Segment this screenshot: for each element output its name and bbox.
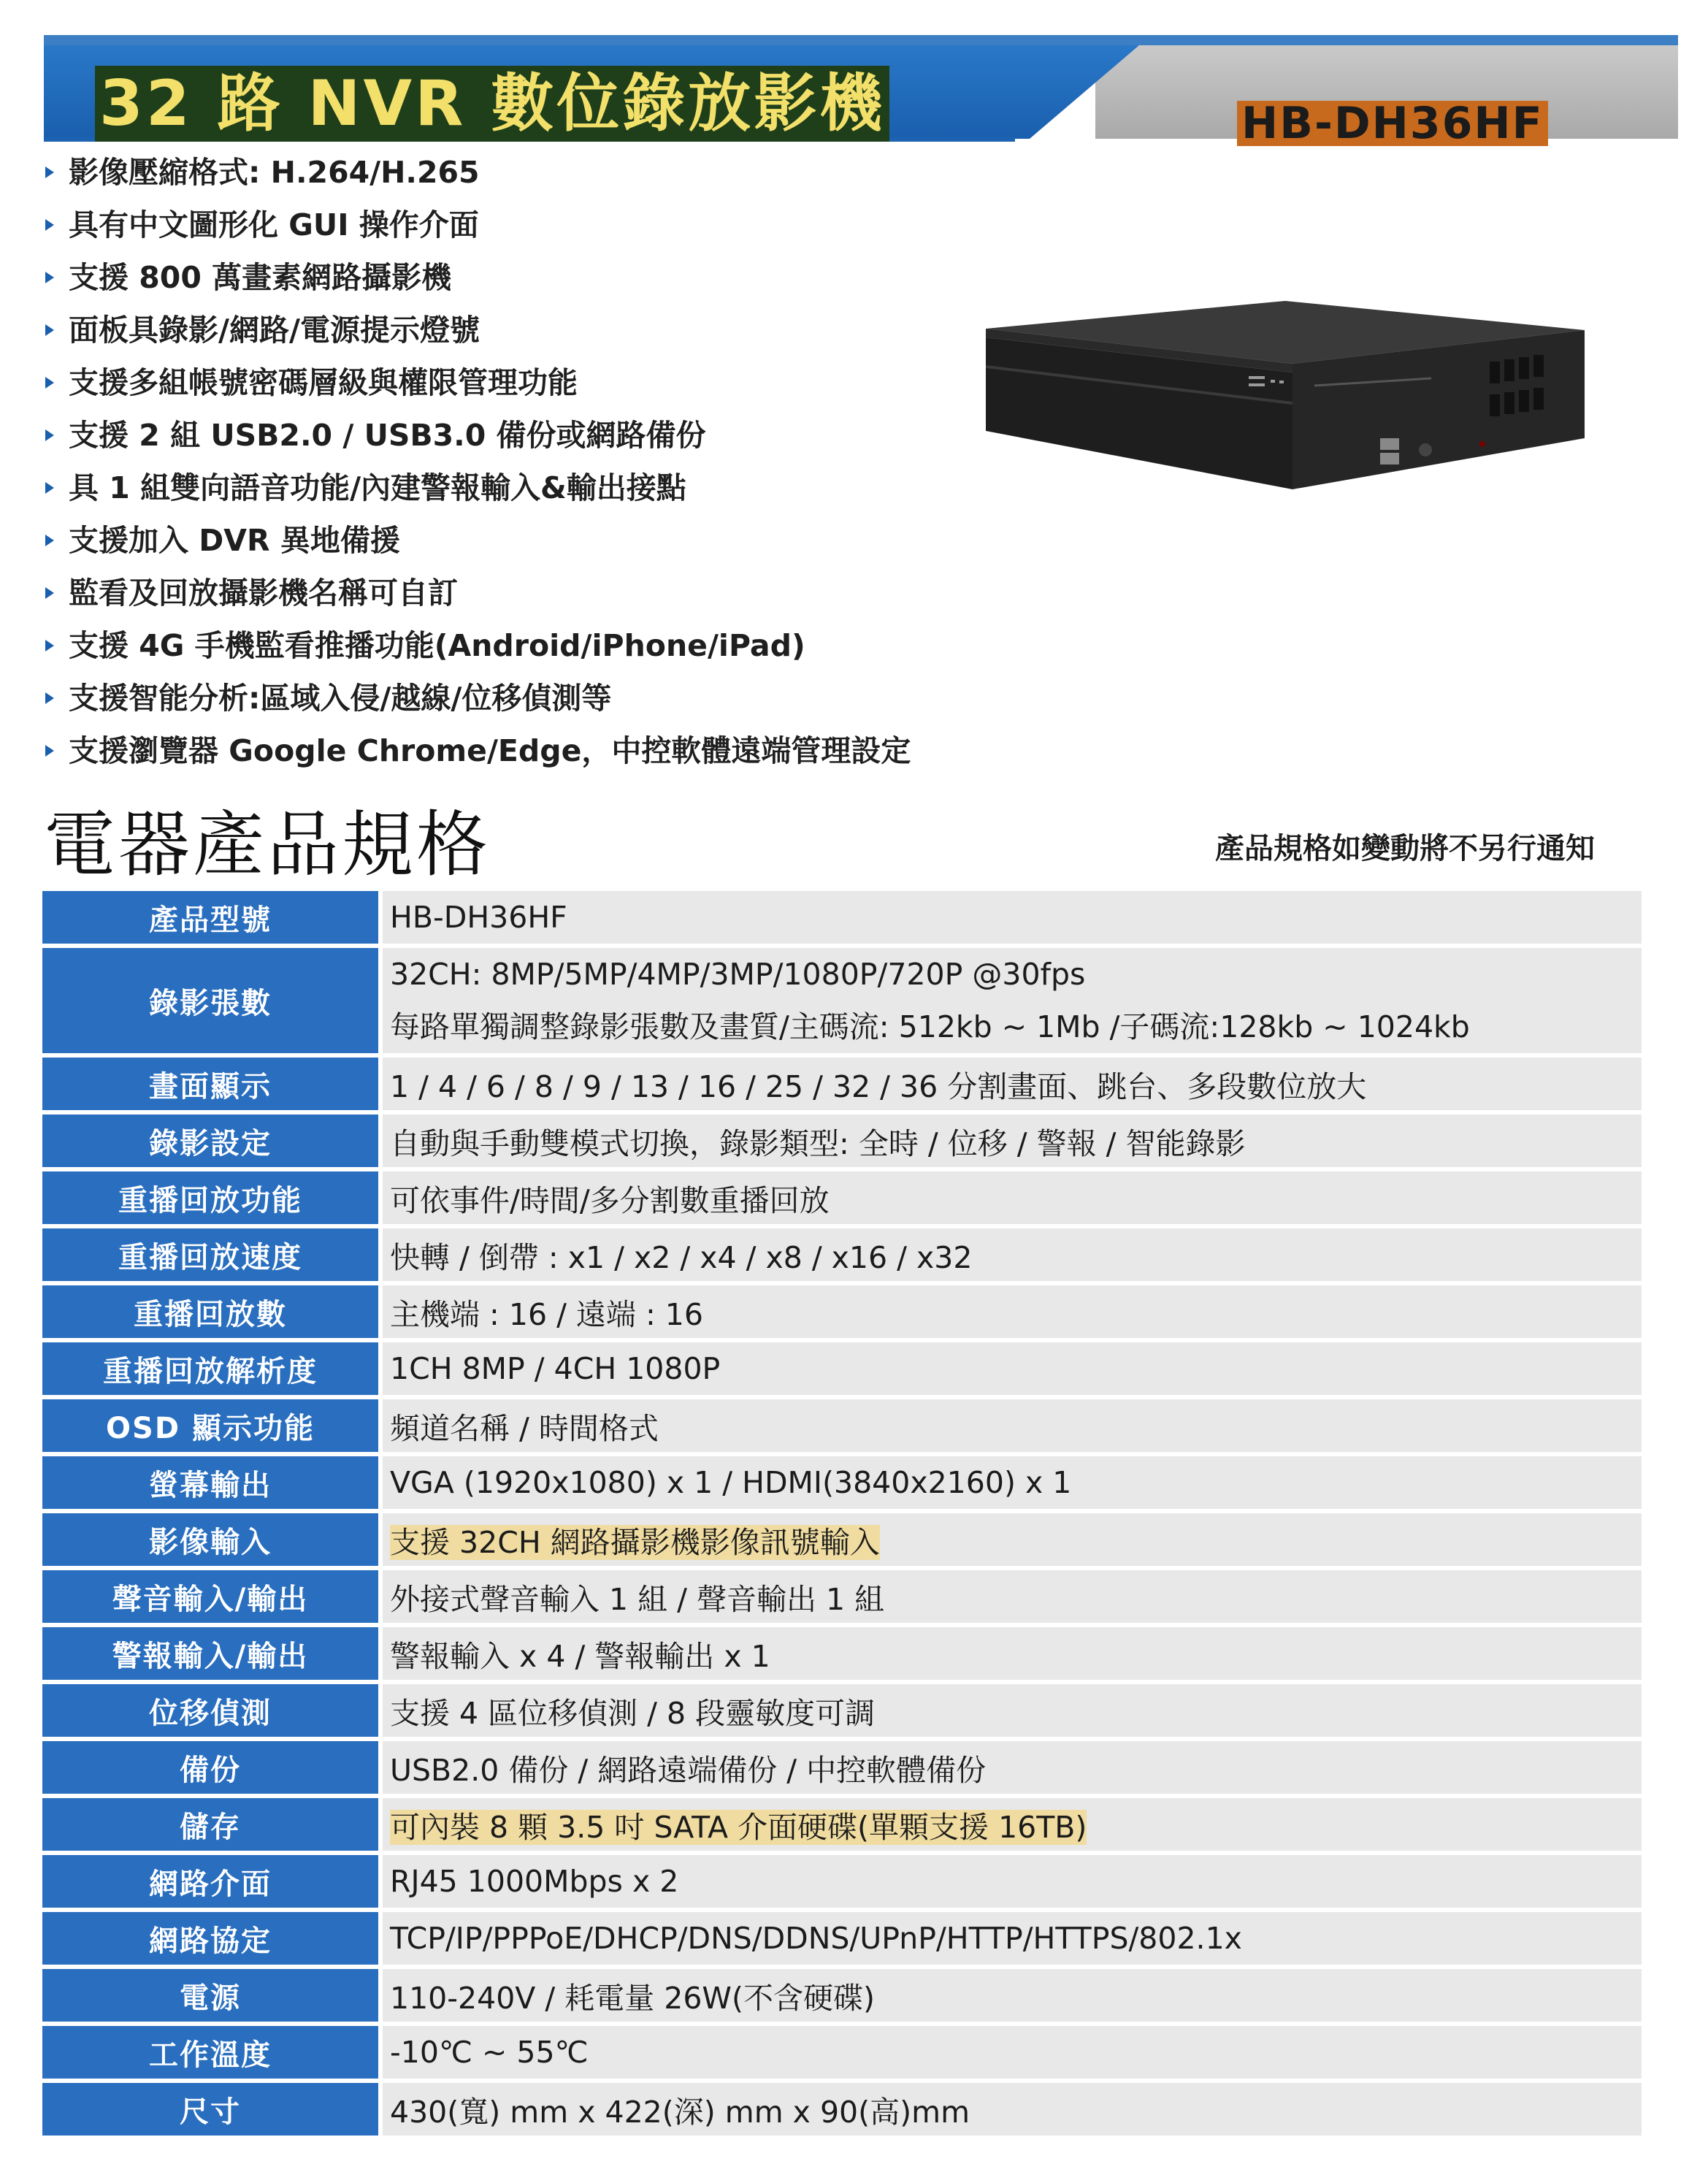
table-row (42, 1115, 1642, 1167)
table-row (42, 948, 1642, 1053)
feature-item (45, 409, 911, 462)
bullet-triangle-icon (45, 167, 54, 178)
bullet-triangle-icon (45, 219, 54, 231)
row-value-text: USB2.0 備份 / 網路遠端備份 / 中控軟體備份 (390, 1752, 987, 1788)
table-row (42, 1627, 1642, 1680)
table-row (42, 1456, 1642, 1509)
table-row (42, 2026, 1642, 2079)
row-label: 重播回放解析度 (42, 1342, 378, 1395)
row-label: 工作溫度 (42, 2026, 378, 2079)
row-label: 重播回放速度 (42, 1228, 378, 1281)
bullet-triangle-icon (45, 324, 54, 336)
row-value-text: 32CH: 8MP/5MP/4MP/3MP/1080P/720P @30fps (390, 957, 1086, 992)
row-value (383, 2083, 1642, 2136)
table-row (42, 1058, 1642, 1110)
feature-text: 具 1 組雙向語音功能/內建警報輸入&輸出接點 (69, 470, 686, 505)
bullet-triangle-icon (45, 272, 54, 283)
feature-text: 影像壓縮格式: H.264/H.265 (69, 155, 480, 190)
spec-table (42, 891, 1642, 2140)
row-label: 重播回放功能 (42, 1171, 378, 1224)
row-value-text: 外接式聲音輸入 1 組 / 聲音輸出 1 組 (390, 1581, 885, 1617)
row-value-text: 主機端 : 16 / 遠端 : 16 (390, 1296, 703, 1332)
row-value (383, 1969, 1642, 2022)
bullet-triangle-icon (45, 482, 54, 494)
row-value-text: 110-240V / 耗電量 26W(不含硬碟) (390, 1980, 875, 2016)
feature-text: 支援多組帳號密碼層級與權限管理功能 (69, 365, 578, 400)
row-value (383, 1058, 1642, 1110)
feature-text: 支援 4G 手機監看推播功能(Android/iPhone/iPad) (69, 628, 805, 663)
row-value-text (390, 1518, 1642, 1561)
feature-item (45, 567, 911, 619)
row-value (383, 1399, 1642, 1452)
feature-item (45, 672, 911, 724)
row-label: 網路協定 (42, 1912, 378, 1965)
row-label: 錄影設定 (42, 1115, 378, 1167)
row-label: 警報輸入/輸出 (42, 1627, 378, 1680)
bullet-triangle-icon (45, 587, 54, 599)
table-row (42, 1798, 1642, 1851)
row-value-text: -10℃ ~ 55℃ (390, 2035, 589, 2070)
bullet-triangle-icon (45, 429, 54, 441)
feature-item (45, 304, 911, 356)
row-value (383, 1798, 1642, 1851)
spec-heading: 電器產品規格 (44, 803, 491, 887)
row-value (383, 1684, 1642, 1737)
row-label: 錄影張數 (42, 948, 378, 1053)
row-value (383, 948, 1642, 1053)
feature-text: 支援 2 組 USB2.0 / USB3.0 備份或網路備份 (69, 418, 706, 453)
row-label: 儲存 (42, 1798, 378, 1851)
row-label: 重播回放數 (42, 1285, 378, 1338)
row-value (383, 891, 1642, 944)
table-row (42, 1684, 1642, 1737)
feature-item (45, 514, 911, 567)
page-title: 32 路 NVR 數位錄放影機 (99, 67, 886, 140)
feature-text: 支援加入 DVR 異地備援 (69, 523, 400, 558)
feature-item (45, 356, 911, 409)
row-label: 網路介面 (42, 1855, 378, 1908)
row-label: 聲音輸入/輸出 (42, 1570, 378, 1623)
feature-item (45, 462, 911, 514)
table-row (42, 1570, 1642, 1623)
spec-note: 產品規格如變動將不另行通知 (1215, 832, 1595, 865)
row-value-text: TCP/IP/PPPoE/DHCP/DNS/DDNS/UPnP/HTTP/HTTPS/802.1x (390, 1921, 1242, 1956)
feature-item (45, 199, 911, 251)
table-row (42, 1969, 1642, 2022)
row-label: 產品型號 (42, 891, 378, 944)
row-value-text: 支援 4 區位移偵測 / 8 段靈敏度可調 (390, 1695, 876, 1731)
feature-text: 監看及回放攝影機名稱可自訂 (69, 576, 458, 611)
nvr-device-image (979, 292, 1592, 504)
model-number: HB-DH36HF (1241, 98, 1544, 149)
row-label: 電源 (42, 1969, 378, 2022)
row-value (383, 1513, 1642, 1566)
row-value (383, 1285, 1642, 1338)
feature-text: 具有中文圖形化 GUI 操作介面 (69, 207, 479, 242)
row-label: 備份 (42, 1741, 378, 1794)
feature-list (45, 146, 911, 777)
row-value (383, 1741, 1642, 1794)
row-value-text: 1 / 4 / 6 / 8 / 9 / 13 / 16 / 25 / 32 / 36 分割畫面、跳台、多段數位放大 (390, 1068, 1367, 1104)
row-value (383, 2026, 1642, 2079)
bullet-triangle-icon (45, 377, 54, 389)
feature-text: 面板具錄影/網路/電源提示燈號 (69, 313, 480, 348)
row-value (383, 1855, 1642, 1908)
table-row (42, 1912, 1642, 1965)
table-row (42, 1513, 1642, 1566)
model-box (1237, 98, 1548, 149)
bullet-triangle-icon (45, 692, 54, 704)
table-row (42, 1228, 1642, 1281)
row-value (383, 1912, 1642, 1965)
feature-text: 支援 800 萬畫素網路攝影機 (69, 260, 452, 295)
row-value-text: HB-DH36HF (390, 900, 567, 935)
row-value-text-2: 每路單獨調整錄影張數及畫質/主碼流: 512kb ~ 1Mb /子碼流:128kb ~ 1024kb (390, 1009, 1470, 1044)
banner-top-stripe (44, 35, 1678, 45)
row-label: 尺寸 (42, 2083, 378, 2136)
row-label: OSD 顯示功能 (42, 1399, 378, 1452)
row-value-text: 頻道名稱 / 時間格式 (390, 1410, 659, 1446)
row-label: 影像輸入 (42, 1513, 378, 1566)
row-value (383, 1171, 1642, 1224)
feature-item (45, 619, 911, 672)
row-value-text: 自動與手動雙模式切換，錄影類型: 全時 / 位移 / 警報 / 智能錄影 (390, 1125, 1246, 1161)
row-label: 畫面顯示 (42, 1058, 378, 1110)
feature-text: 支援瀏覽器 Google Chrome/Edge，中控軟體遠端管理設定 (69, 733, 911, 768)
highlighted-text: 可內裝 8 顆 3.5 吋 SATA 介面硬碟(單顆支援 16TB) (390, 1809, 1087, 1845)
table-row (42, 1342, 1642, 1395)
row-value-text: 1CH 8MP / 4CH 1080P (390, 1351, 721, 1386)
row-value (383, 1228, 1642, 1281)
table-row (42, 1855, 1642, 1908)
row-value (383, 1115, 1642, 1167)
table-row (42, 1285, 1642, 1338)
header-banner (44, 35, 1678, 149)
row-value (383, 1456, 1642, 1509)
bullet-triangle-icon (45, 745, 54, 757)
row-value-text: 430(寬) mm x 422(深) mm x 90(高)mm (390, 2094, 970, 2130)
feature-item (45, 724, 911, 777)
title-box (95, 66, 889, 142)
feature-item (45, 251, 911, 304)
row-value-text: VGA (1920x1080) x 1 / HDMI(3840x2160) x 1 (390, 1465, 1072, 1500)
row-value-text: 可依事件/時間/多分割數重播回放 (390, 1182, 830, 1218)
table-row (42, 1171, 1642, 1224)
row-value-text: 快轉 / 倒帶 : x1 / x2 / x4 / x8 / x16 / x32 (390, 1239, 973, 1275)
row-value-text (390, 1803, 1642, 1846)
row-value-text: RJ45 1000Mbps x 2 (390, 1864, 679, 1899)
row-value (383, 1570, 1642, 1623)
feature-item (45, 146, 911, 199)
row-label: 位移偵測 (42, 1684, 378, 1737)
highlighted-text: 支援 32CH 網路攝影機影像訊號輸入 (390, 1524, 880, 1560)
row-value (383, 1342, 1642, 1395)
bullet-triangle-icon (45, 535, 54, 546)
table-row (42, 891, 1642, 944)
table-row (42, 2083, 1642, 2136)
table-row (42, 1399, 1642, 1452)
feature-text: 支援智能分析:區域入侵/越線/位移偵測等 (69, 681, 612, 716)
row-value-text: 警報輸入 x 4 / 警報輸出 x 1 (390, 1638, 770, 1674)
row-label: 螢幕輸出 (42, 1456, 378, 1509)
table-row (42, 1741, 1642, 1794)
bullet-triangle-icon (45, 640, 54, 651)
row-value (383, 1627, 1642, 1680)
